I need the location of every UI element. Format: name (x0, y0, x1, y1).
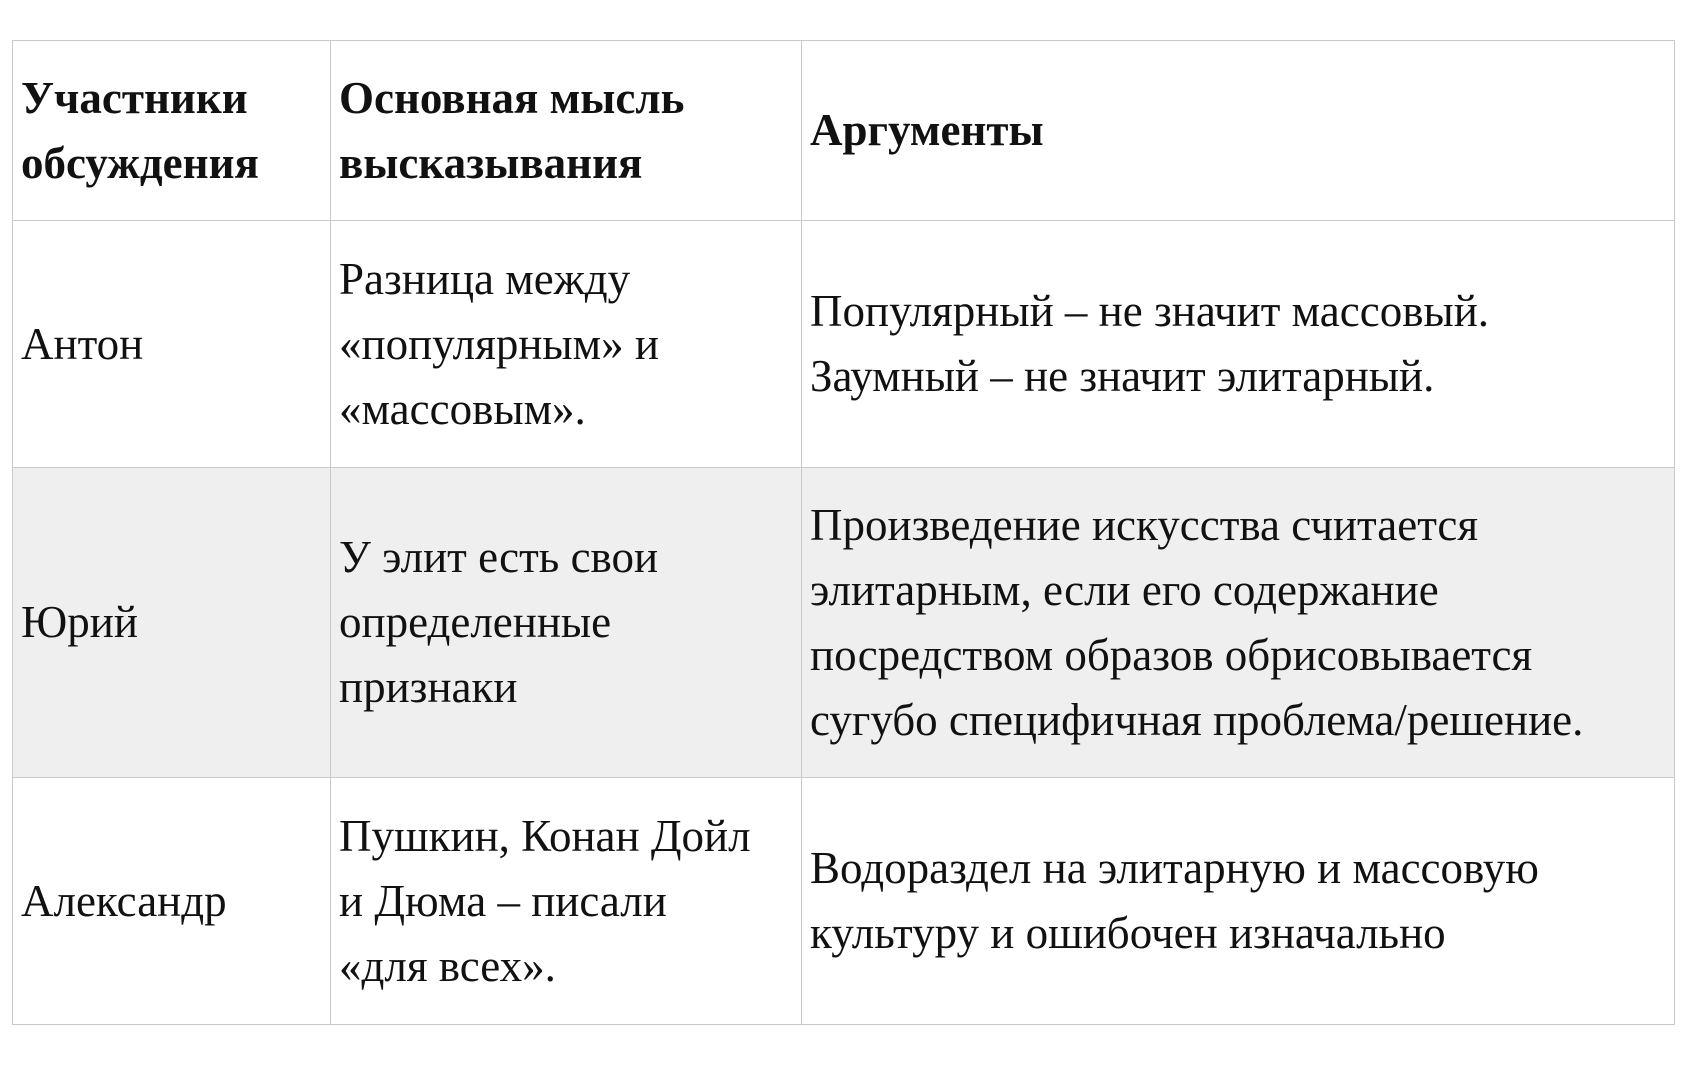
header-participants (13, 41, 331, 221)
table-header-row (13, 41, 1675, 221)
participant-cell (13, 778, 331, 1025)
table-row (13, 221, 1675, 468)
cell-line: сугубо специфичная проблема/решение. (810, 694, 1584, 745)
main-idea-cell (331, 221, 802, 468)
header-line: высказывания (339, 137, 643, 188)
cell-line: «массовым». (339, 383, 586, 434)
participant-name: Антон (21, 318, 144, 369)
cell-line: Пушкин, Конан Дойл (339, 810, 751, 861)
header-main-idea (331, 41, 802, 221)
header-line: Основная мысль (339, 72, 685, 123)
cell-line: признаки (339, 662, 518, 712)
cell-line: Заумный – не значит элитарный. (810, 351, 1435, 401)
arguments-cell (802, 778, 1675, 1025)
cell-line: культуру и ошибочен изначально (810, 908, 1446, 958)
cell-line: «популярным» и (339, 318, 659, 369)
cell-line: посредством образов обрисовывается (810, 629, 1533, 680)
participant-name: Александр (21, 875, 227, 926)
header-arguments (802, 41, 1675, 221)
header-line: Аргументы (810, 105, 1044, 155)
cell-line: У элит есть свои (339, 532, 659, 582)
participant-name: Юрий (21, 597, 138, 647)
arguments-cell (802, 468, 1675, 778)
cell-line: элитарным, если его содержание (810, 564, 1439, 615)
header-line: обсуждения (21, 137, 259, 188)
cell-line: Водораздел на элитарную и массовую (810, 843, 1539, 893)
cell-line: и Дюма – писали (339, 875, 667, 926)
cell-line: определенные (339, 597, 612, 647)
discussion-table (12, 40, 1675, 1025)
cell-line: Произведение искусства считается (810, 499, 1479, 550)
header-line: Участники (21, 72, 248, 123)
participant-cell (13, 221, 331, 468)
table-row (13, 468, 1675, 778)
main-idea-cell (331, 468, 802, 778)
table-row (13, 778, 1675, 1025)
arguments-cell (802, 221, 1675, 468)
cell-line: Разница между (339, 253, 631, 304)
participant-cell (13, 468, 331, 778)
main-idea-cell (331, 778, 802, 1025)
cell-line: «для всех». (339, 940, 556, 991)
cell-line: Популярный – не значит массовый. (810, 286, 1490, 336)
